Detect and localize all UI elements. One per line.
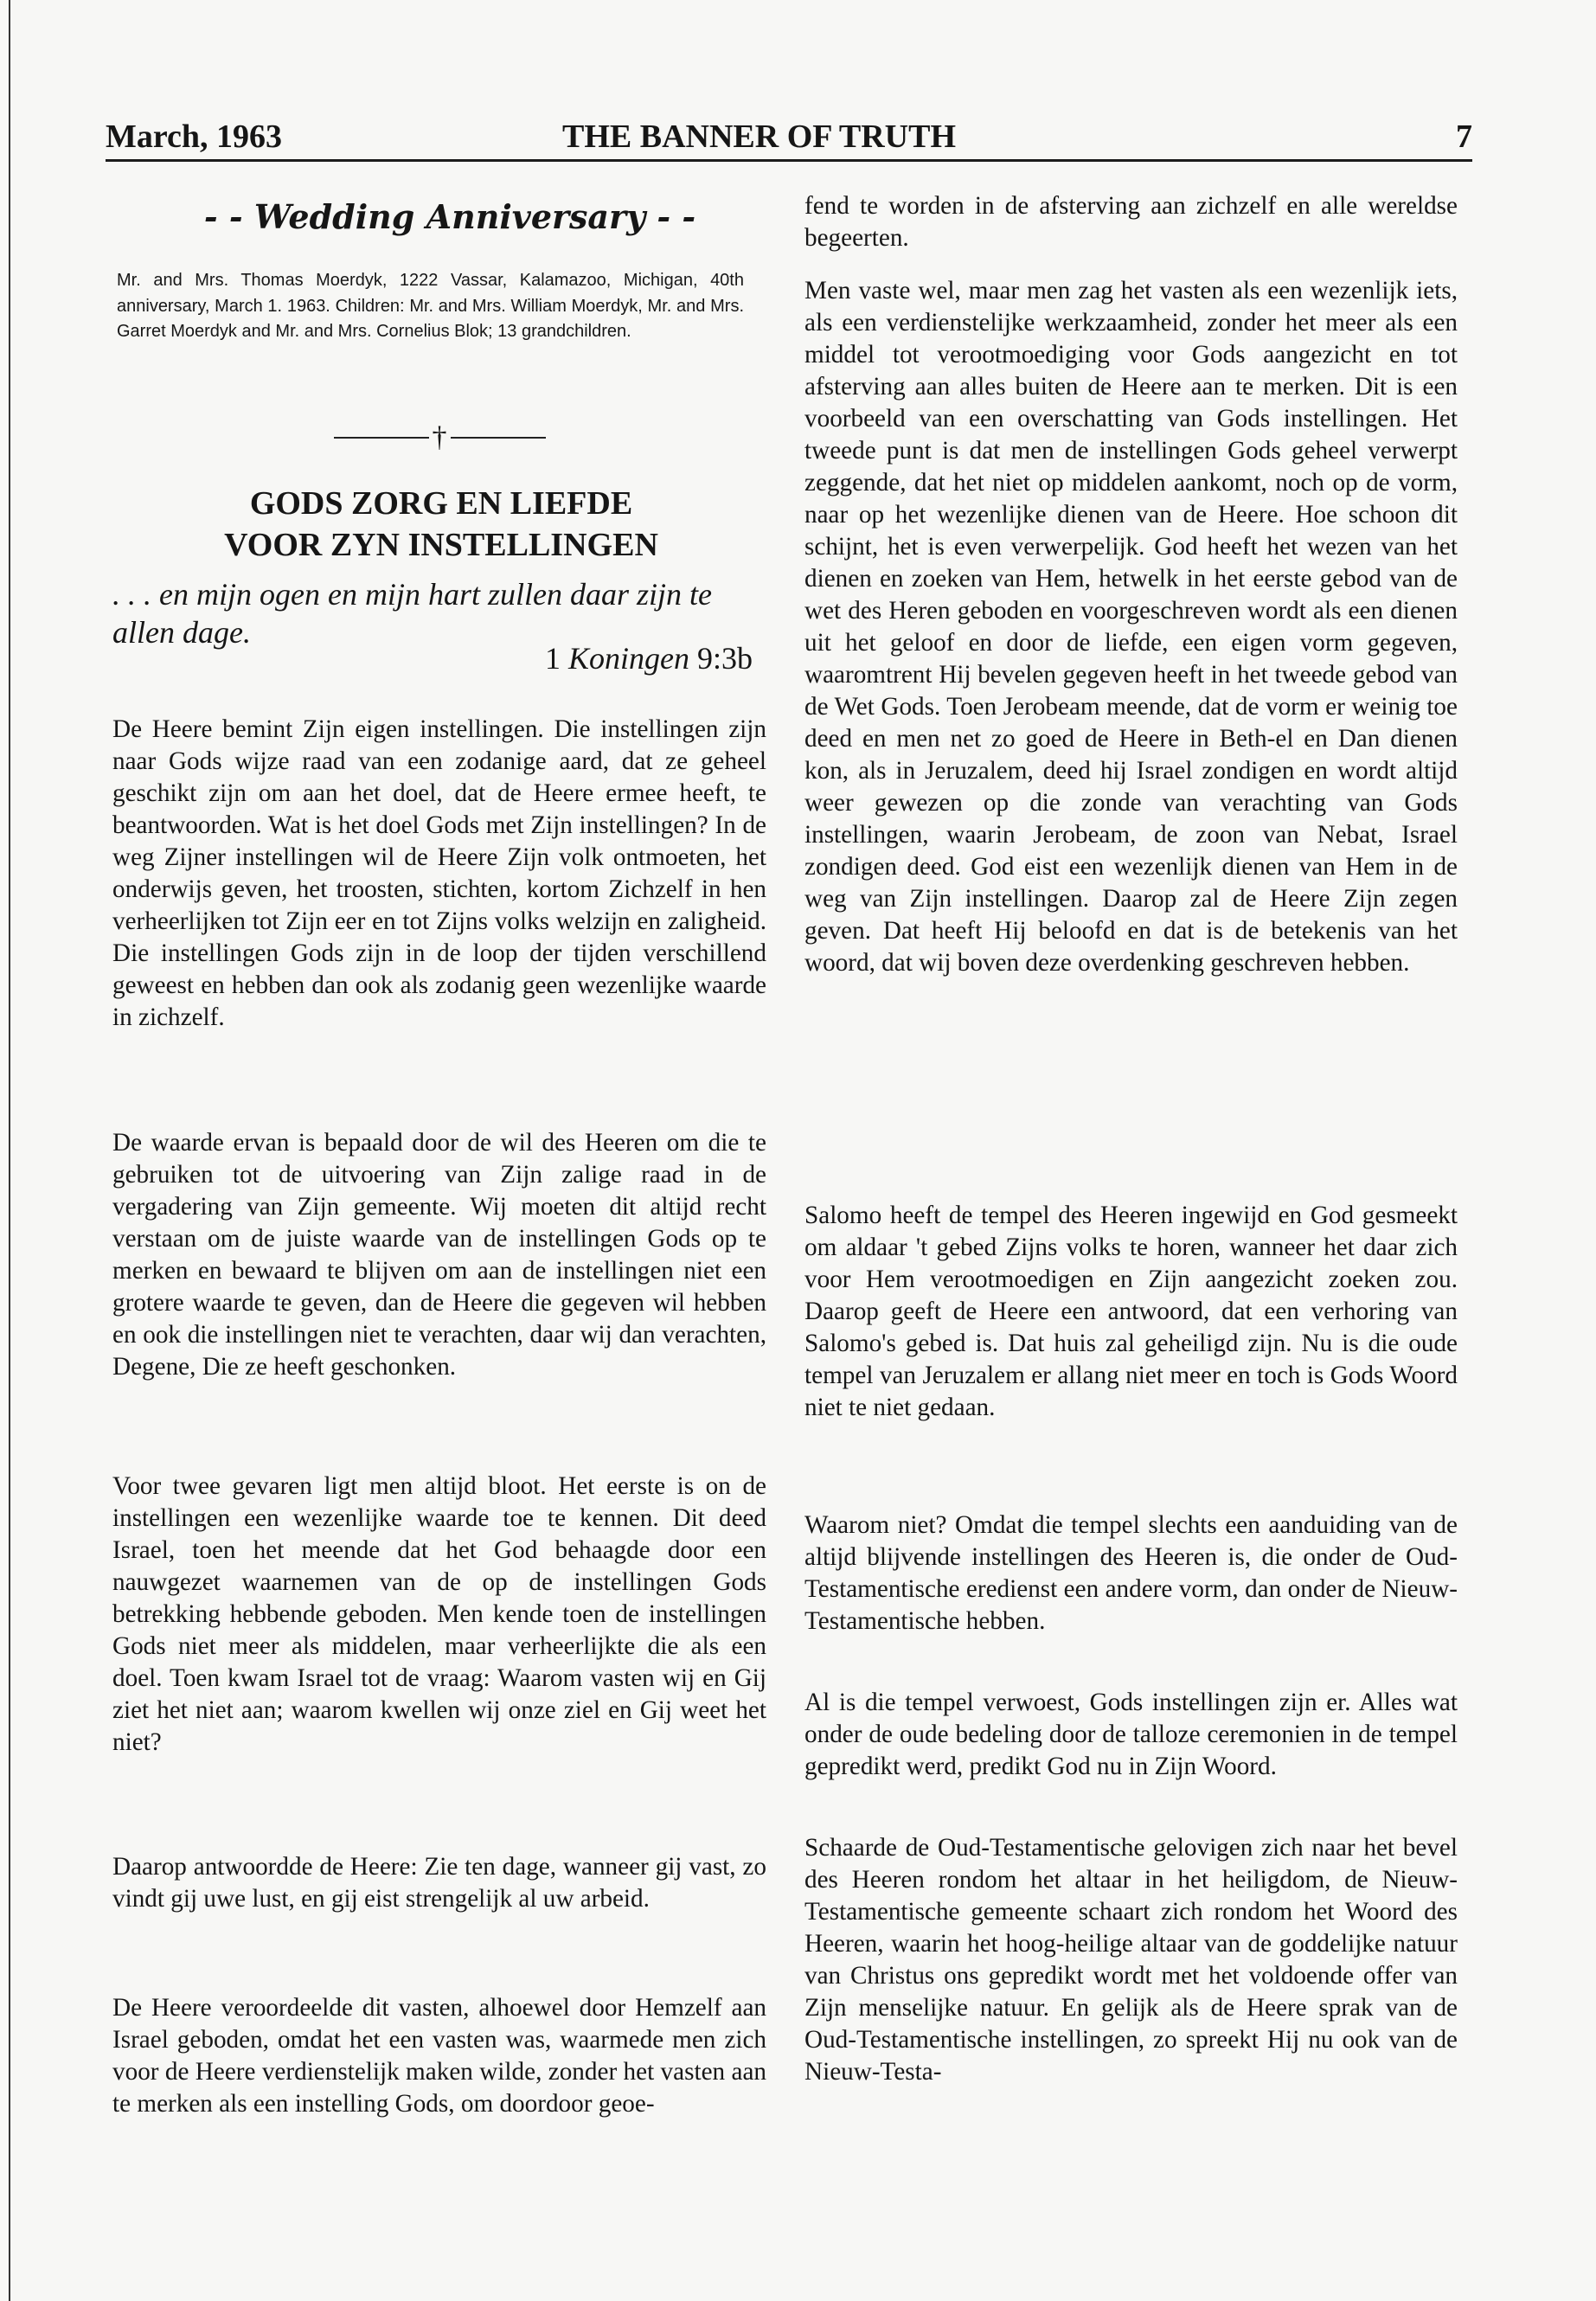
header-rule [106, 159, 1472, 162]
paragraph: Daarop antwoordde de Heere: Zie ten dage, wanneer gij vast, zo vindt gij uwe lust, en gij eist strengelijk al uw arbeid. [112, 1853, 766, 1913]
paragraph: De waarde ervan is bepaald door de wil des Heeren om die te gebruiken tot de uitvoering van Zijn zalige raad in de vergadering van Zijn gemeente. Wij moeten dit altijd recht verstaan om de juiste waarde van de instellingen Gods op te merken en bewaard te blijven om aan de instellingen niet een grotere waarde te geven, dan de Heere die gegeven wil hebben en ook die instellingen niet te verachten, daar wij dan verachten, Degene, Die ze heeft geschonken. [112, 1129, 766, 1381]
running-header [106, 118, 1472, 163]
reference-verse: 9:3b [696, 641, 753, 676]
paragraph: Salomo heeft de tempel des Heeren ingewijd en God gesmeekt om aldaar 't gebed Zijns volks te horen, wanneer het daar zich voor Hem verootmoedigen en Zijn aangezicht zoeken zou. Daarop geeft de Heere een antwoord, dat een verhoring van Salomo's gebed is. Dat huis zal geheiligd zijn. Nu is die oude tempel van Jeruzalem er allang niet meer en toch is Gods Woord niet te niet gedaan. [804, 1202, 1458, 1421]
scripture-quote: . . . en mijn ogen en mijn hart zullen daar zijn te allen dage. [112, 577, 712, 650]
page-edge [9, 0, 10, 2301]
paragraph: De Heere veroordeelde dit vasten, alhoewel door Hemzelf aan Israel geboden, omdat het een vasten was, waarmede men zich voor de Heere verdienstelijk maken wilde, zonder het vasten aan te merken als een instelling Gods, om doordoor geoe- [112, 1994, 766, 2118]
page-number: 7 [1456, 119, 1472, 155]
reference-book: Koningen [567, 641, 689, 676]
article-title [156, 483, 727, 566]
paragraph: Al is die tempel verwoest, Gods instellingen zijn er. Alles wat onder de oude bedeling door de talloze ceremonien in de tempel gepredikt werd, predikt God nu in Zijn Woord. [804, 1689, 1458, 1780]
cross-icon: † [432, 421, 447, 454]
paragraph: Voor twee gevaren ligt men altijd bloot. Het eerste is on de instellingen een wezenlijke waarde toe te kennen. Dit deed Israel, toen het meende dat het God behaagde door een nauwgezet waarnemen van de op de instellingen Gods betrekking hebbende geboden. Men kende toen de instellingen Gods niet meer als middelen, maar verheerlijkte die als een doel. Toen kwam Israel tot de vraag: Waarom vasten wij en Gij ziet het niet aan; waarom kwellen wij onze ziel en Gij weet het niet? [112, 1472, 766, 1756]
paragraph: Waarom niet? Omdat die tempel slechts een aanduiding van de altijd blijvende instellingen des Heeren is, die onder de Oud-Testamentische eredienst een andere vorm, dan onder de Nieuw-Testamentische hebben. [804, 1511, 1458, 1635]
section-divider [327, 420, 552, 454]
paragraph: De Heere bemint Zijn eigen instellingen. Die instellingen zijn naar Gods wijze raad van een zodanige aard, dat ze geheel geschikt zijn om aan het doel, dat de Heere ermee heeft, te beantwoorden. Wat is het doel Gods met Zijn instellingen? In de weg Zijner instellingen wil de Heere Zijn volk ontmoeten, het onderwijs geven, het troosten, stichten, kortom Zichzelf in hen verheerlijken tot Zijn eer en tot Zijns volks welzijn en zaligheid. Die instellingen Gods zijn in de loop der tijden verschillend geweest en hebben dan ook als zodanig geen wezenlijke waarde in zichzelf. [112, 715, 766, 1031]
announcement-text: Mr. and Mrs. Thomas Moerdyk, 1222 Vassar, Kalamazoo, Michigan, 40th anniversary, March 1. 1963. Children: Mr. and Mrs. William Moerdyk, Mr. and Mrs. Garret Moerdyk and Mr. and Mrs. Cornelius Blok; 13 grandchildren. [117, 271, 744, 341]
announcement-title: - - Wedding Anniversary - - [203, 197, 696, 236]
paragraph: Men vaste wel, maar men zag het vasten als een wezenlijk iets, als een verdienstelijke werkzaamheid, zonder het meer als een middel tot verootmoediging voor Gods aangezicht en tot afsterving aan alles buiten de Heere aan te merken. Dit is een voorbeeld van een overschatting van Gods instellingen. Het tweede punt is dat men de instellingen Gods geheel verwerpt zeggende, dat het niet op middelen aankomt, noch op de vorm, naar op het wezenlijke dienen van de Heere. Hoe schoon dit schijnt, het is even verwerpelijk. God heeft het wezen van het dienen en zoeken van Hem, hetwelk in het eerste gebod van de wet des Heren geboden en voorgeschreven wordt als een dienen uit het geloof en door de liefde, een eigen vorm gegeven, waaromtrent Hij bevelen gegeven heeft in het tweede gebod van de Wet Gods. Toen Jerobeam meende, dat de vorm er weinig toe deed en men net zo goed de Heere in Beth-el en Dan dienen kon, als in Jeruzalem, deed hij Israel zondigen en wordt altijd weer gewezen op die zonde van verachting van Gods instellingen, waarin Jerobeam, de zoon van Nebat, Israel zondigen deed. God eist een wezenlijk dienen van Hem in de weg van Zijn instellingen. Daarop zal de Heere Zijn zegen geven. Dat heeft Hij beloofd en dat is de betekenis van het woord, dat wij boven deze overdenking geschreven hebben. [804, 277, 1458, 977]
article-title-line: GODS ZORG EN LIEFDE [249, 485, 633, 522]
paragraph: fend te worden in de afsterving aan zichzelf en alle wereldse begeerten. [804, 192, 1458, 252]
paragraph: Schaarde de Oud-Testamentische gelovigen zich naar het bevel des Heeren rondom het altaar in het heiligdom, de Nieuw-Testamentische gemeente schaart zich rondom het Woord des Heeren, waarin het hoog-heilige altaar van de goddelijke natuur van Christus ons gepredikt wordt met het voldoende offer van Zijn menselijke natuur. En gelijk als de Heere sprak van de Oud-Testamentische instellingen, zo spreekt Hij nu ook van de Nieuw-Testa- [804, 1834, 1458, 2086]
divider-line [334, 437, 429, 439]
divider-line [451, 437, 546, 439]
header-title: THE BANNER OF TRUTH [562, 119, 957, 155]
reference-number: 1 [544, 641, 561, 676]
header-date: March, 1963 [106, 119, 283, 155]
scripture-reference [112, 640, 753, 676]
article-title-line: VOOR ZYN INSTELLINGEN [224, 527, 658, 563]
